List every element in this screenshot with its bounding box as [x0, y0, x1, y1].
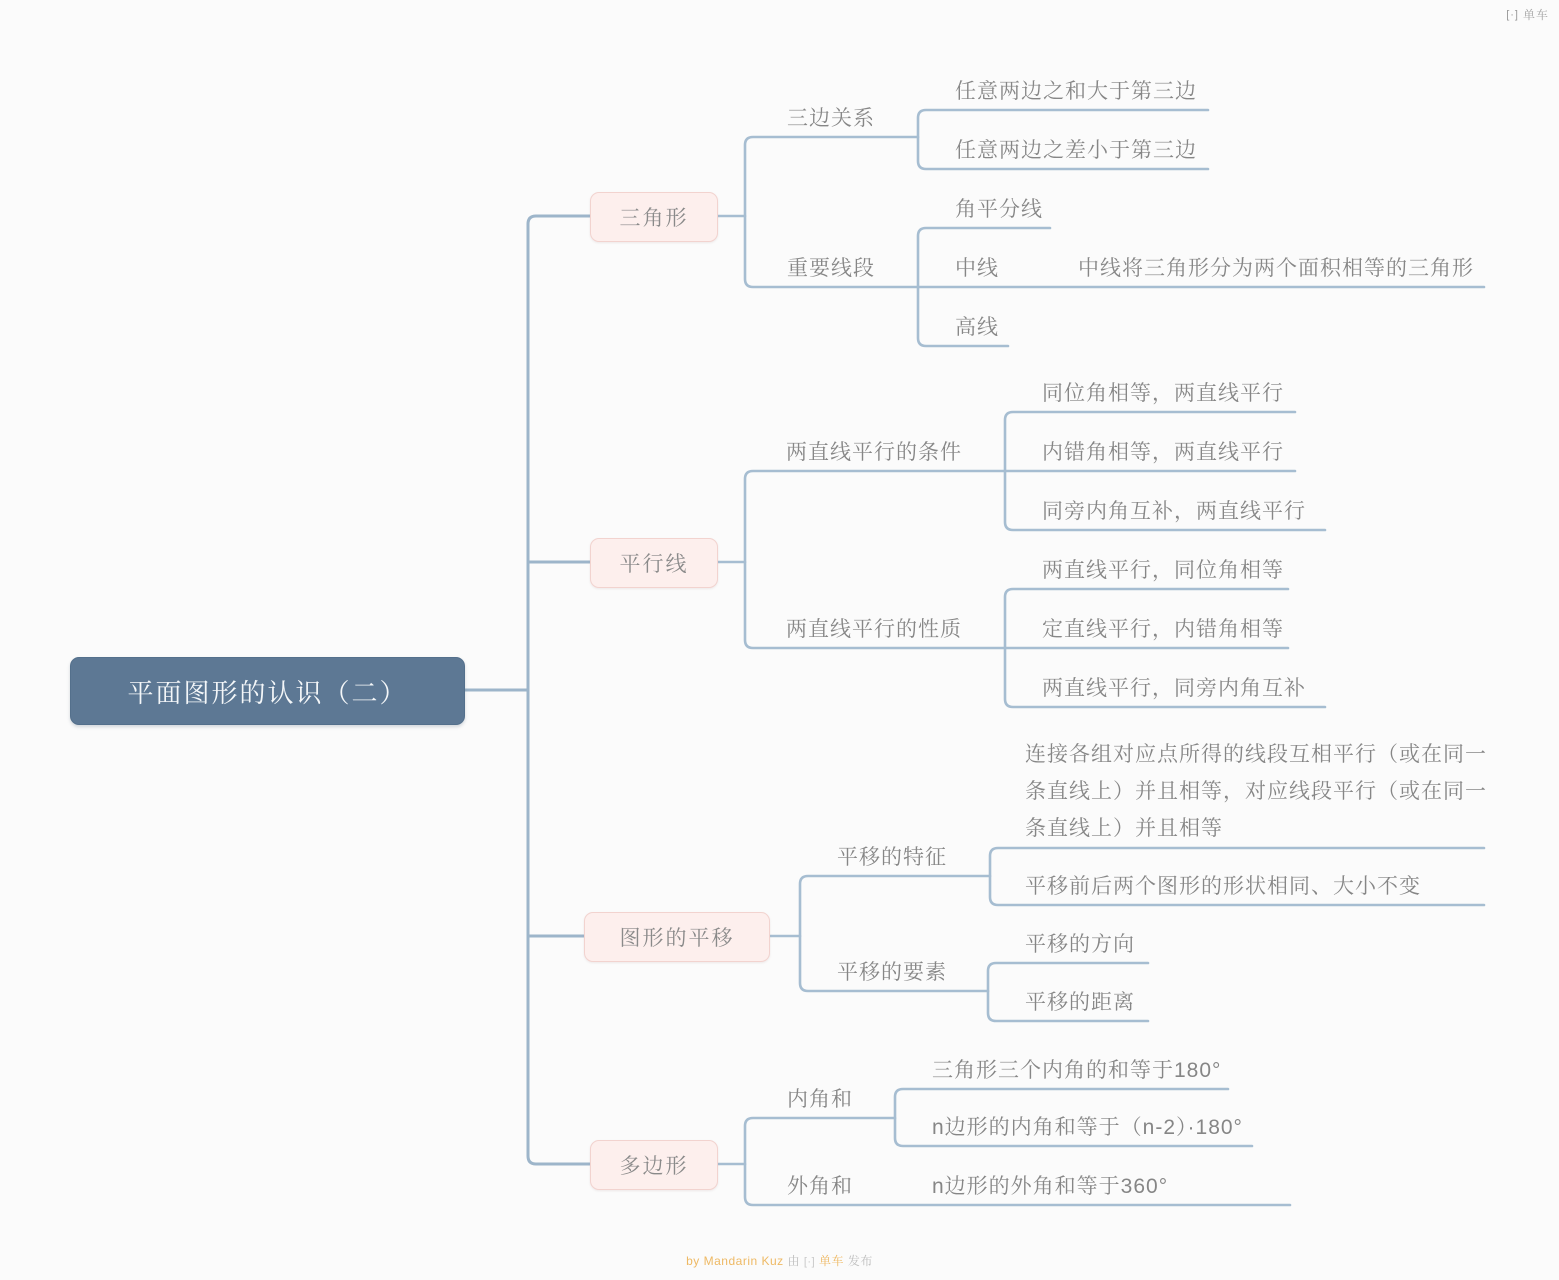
leaf-node-triangle-180[interactable]: 三角形三个内角的和等于180° — [932, 1059, 1222, 1082]
leaf-node-cointerior-angles-cond[interactable]: 同旁内角互补，两直线平行 — [1042, 500, 1306, 523]
leaf-node-translation-distance[interactable]: 平移的距离 — [1025, 991, 1135, 1014]
footer-credit: by Mandarin Kuz — [686, 1254, 784, 1268]
brand-icon: [·] — [1506, 8, 1519, 21]
leaf-node-corresponding-angles-cond[interactable]: 同位角相等，两直线平行 — [1042, 382, 1284, 405]
footer-action: 发布 — [847, 1254, 873, 1268]
footer-brand-icon: [·] — [803, 1256, 816, 1268]
leaf-node-alternate-angles-cond[interactable]: 内错角相等，两直线平行 — [1042, 441, 1284, 464]
leaf-node-ngon-exterior[interactable]: n边形的外角和等于360° — [932, 1175, 1169, 1198]
footer-brand: 单车 — [819, 1254, 845, 1268]
branch-node-translation[interactable]: 图形的平移 — [584, 912, 770, 962]
leaf-node-diff-smaller[interactable]: 任意两边之差小于第三边 — [955, 139, 1197, 162]
leaf-node-angle-bisector[interactable]: 角平分线 — [955, 198, 1043, 221]
leaf-node-median[interactable]: 中线 — [955, 257, 999, 280]
leaf-node-alternate-angles-prop[interactable]: 定直线平行，内错角相等 — [1042, 618, 1284, 641]
leaf-node-translation-shape-size[interactable]: 平移前后两个图形的形状相同、大小不变 — [1025, 875, 1421, 898]
group-node-three-sides-relation[interactable]: 三边关系 — [787, 107, 875, 130]
leaf-node-altitude[interactable]: 高线 — [955, 316, 999, 339]
leaf-node-translation-direction[interactable]: 平移的方向 — [1025, 933, 1135, 956]
brand-label: 单车 — [1522, 8, 1549, 22]
branch-node-triangle[interactable]: 三角形 — [590, 192, 718, 242]
branch-node-parallel-lines[interactable]: 平行线 — [590, 538, 718, 588]
group-node-translation-features[interactable]: 平移的特征 — [837, 846, 947, 869]
root-node[interactable]: 平面图形的认识（二） — [70, 657, 465, 725]
leaf-note-median[interactable]: 中线将三角形分为两个面积相等的三角形 — [1078, 257, 1474, 280]
group-node-exterior-angle-sum[interactable]: 外角和 — [787, 1175, 853, 1198]
leaf-node-corresponding-angles-prop[interactable]: 两直线平行，同位角相等 — [1042, 559, 1284, 582]
leaf-node-sum-greater[interactable]: 任意两边之和大于第三边 — [955, 80, 1197, 103]
footer-watermark — [0, 1252, 1559, 1269]
leaf-node-translation-segments[interactable]: 连接各组对应点所得的线段互相平行（或在同一条直线上）并且相等，对应线段平行（或在同一条直线上）并且相等 — [1025, 743, 1487, 840]
group-node-interior-angle-sum[interactable]: 内角和 — [787, 1088, 853, 1111]
group-node-parallel-properties[interactable]: 两直线平行的性质 — [786, 618, 962, 641]
group-node-parallel-conditions[interactable]: 两直线平行的条件 — [786, 441, 962, 464]
branch-node-polygon[interactable]: 多边形 — [590, 1140, 718, 1190]
group-node-translation-elements[interactable]: 平移的要素 — [837, 961, 947, 984]
brand-watermark — [1506, 6, 1549, 23]
footer-via: 由 — [787, 1254, 801, 1268]
group-node-important-segments[interactable]: 重要线段 — [787, 257, 875, 280]
leaf-node-ngon-interior[interactable]: n边形的内角和等于（n-2）·180° — [932, 1116, 1243, 1139]
leaf-node-cointerior-angles-prop[interactable]: 两直线平行，同旁内角互补 — [1042, 677, 1306, 700]
